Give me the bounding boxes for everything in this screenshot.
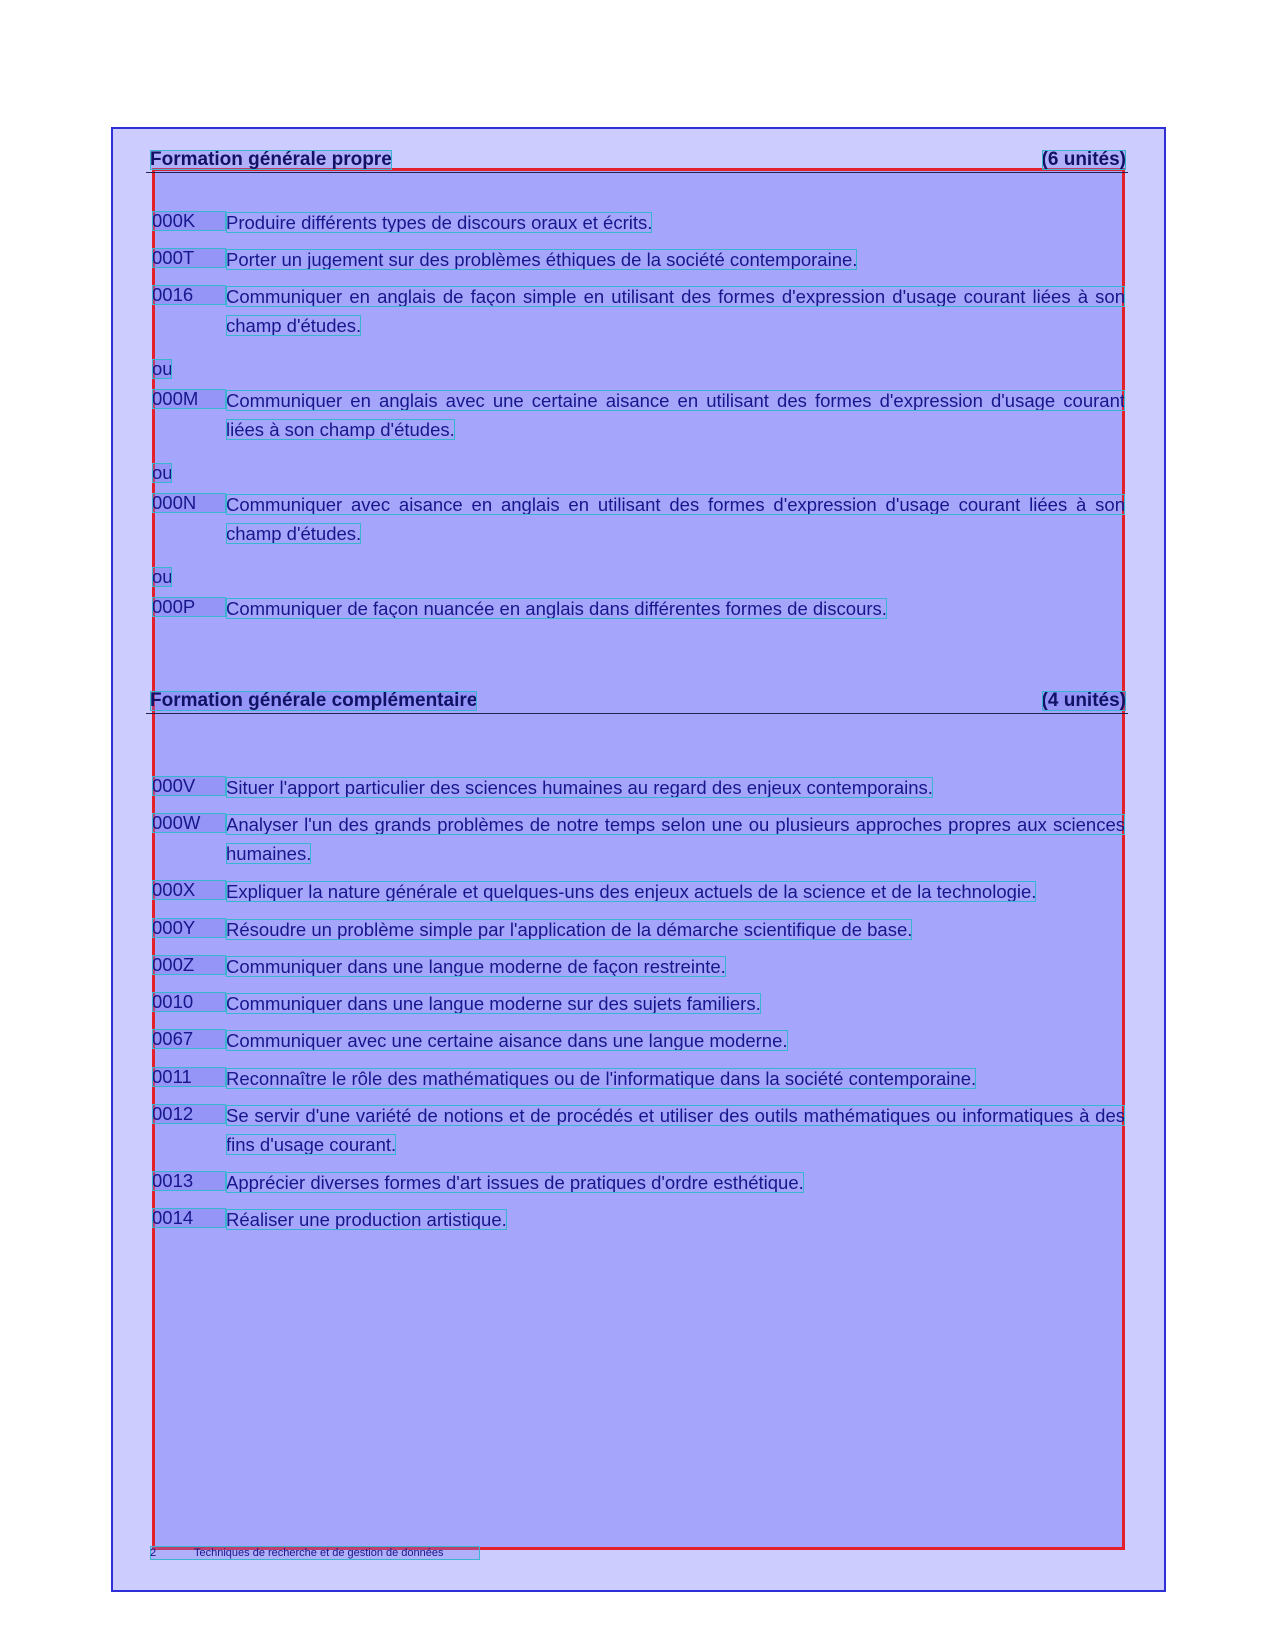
competency-text: Se servir d'une variété de notions et de procédés et utiliser des outils mathématiques ou informatiques à des fins d'usage courant. — [226, 1105, 1125, 1155]
competency-code: 000Z — [152, 955, 226, 975]
competency-text: Apprécier diverses formes d'art issues de pratiques d'ordre esthétique. — [226, 1172, 804, 1193]
competency-code: 000T — [152, 248, 226, 268]
competency-text: Produire différents types de discours oraux et écrits. — [226, 212, 653, 233]
or-label: ou — [152, 566, 173, 587]
competency-code: 0014 — [152, 1208, 226, 1228]
page-footer — [150, 1546, 480, 1560]
competency-text: Résoudre un problème simple par l'application de la démarche scientifique de base. — [226, 919, 913, 940]
competency-text: Réaliser une production artistique. — [226, 1209, 507, 1230]
section-units: (4 unités) — [1041, 690, 1126, 711]
competency-code: 0011 — [152, 1067, 226, 1087]
competency-text: Analyser l'un des grands problèmes de notre temps selon une ou plusieurs approches propres aux sciences humaines. — [226, 814, 1125, 864]
competency-code: 0067 — [152, 1029, 226, 1049]
competency-text: Communiquer avec aisance en anglais en utilisant des formes d'expression d'usage courant liées à son champ d'études. — [226, 494, 1125, 544]
competency-text: Communiquer de façon nuancée en anglais dans différentes formes de discours. — [226, 598, 887, 619]
competency-text: Communiquer dans une langue moderne sur des sujets familiers. — [226, 993, 761, 1014]
competency-code: 000V — [152, 776, 226, 796]
competency-code: 000N — [152, 493, 226, 513]
competency-text: Communiquer en anglais de façon simple en utilisant des formes d'expression d'usage courant liées à son champ d'études. — [226, 286, 1125, 336]
competency-text: Porter un jugement sur des problèmes éthiques de la société contemporaine. — [226, 249, 858, 270]
section-rule — [146, 172, 1128, 173]
section-header-general-propre — [146, 150, 1126, 170]
competency-text: Communiquer avec une certaine aisance dans une langue moderne. — [226, 1030, 788, 1051]
competency-code: 000X — [152, 880, 226, 900]
section-title: Formation générale complémentaire — [150, 690, 478, 711]
competency-code: 000P — [152, 597, 226, 617]
competency-code: 000W — [152, 813, 226, 833]
section-title: Formation générale propre — [150, 149, 392, 170]
section-rule — [146, 713, 1128, 714]
competency-text: Expliquer la nature générale et quelques-uns des enjeux actuels de la science et de la technologie. — [226, 881, 1037, 902]
or-label: ou — [152, 358, 173, 379]
competency-text: Situer l'apport particulier des sciences humaines au regard des enjeux contemporains. — [226, 777, 933, 798]
footer-label: Techniques de recherche et de gestion de données — [194, 1547, 444, 1559]
section-header-general-complementaire — [146, 691, 1126, 711]
competency-code: 000Y — [152, 918, 226, 938]
competency-code: 0013 — [152, 1171, 226, 1191]
competency-text: Reconnaître le rôle des mathématiques ou de l'informatique dans la société contemporaine. — [226, 1068, 977, 1089]
competency-code: 0016 — [152, 285, 226, 305]
competency-text: Communiquer en anglais avec une certaine aisance en utilisant des formes d'expression d'usage courant liées à son champ d'études. — [226, 390, 1125, 440]
competency-text: Communiquer dans une langue moderne de façon restreinte. — [226, 956, 726, 977]
competency-code: 0012 — [152, 1104, 226, 1124]
page-number: 2 — [150, 1547, 157, 1559]
competency-code: 000M — [152, 389, 226, 409]
or-label: ou — [152, 462, 173, 483]
section-units: (6 unités) — [1041, 149, 1126, 170]
competency-code: 000K — [152, 211, 226, 231]
competency-code: 0010 — [152, 992, 226, 1012]
